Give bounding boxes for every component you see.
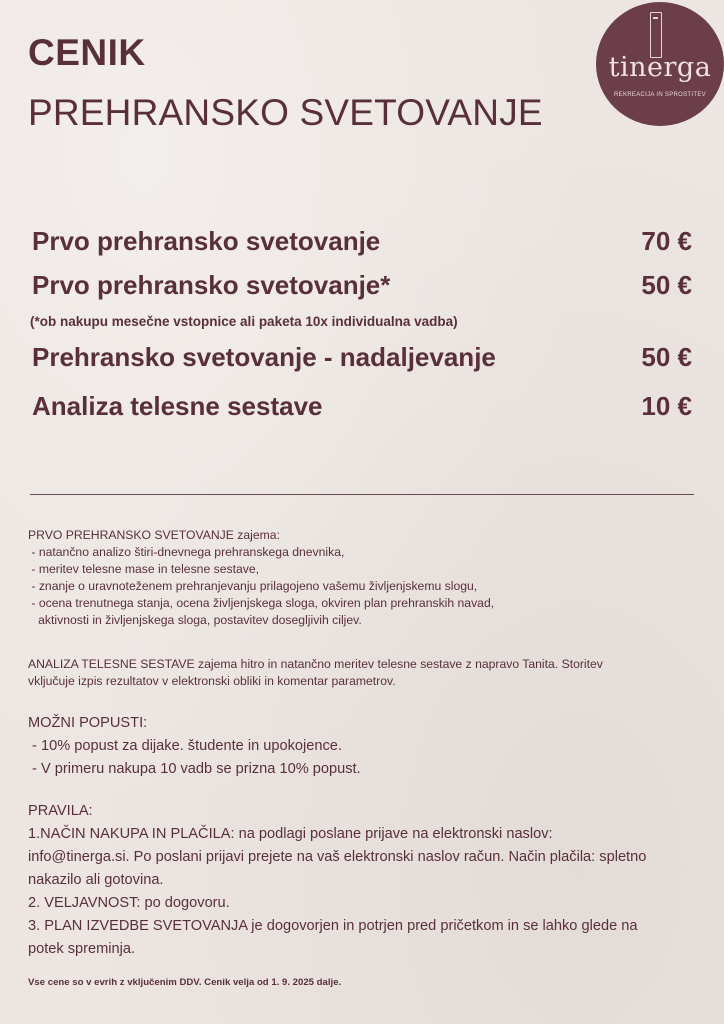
rules-line: nakazilo ali gotovina. bbox=[28, 872, 164, 888]
section-divider bbox=[30, 494, 694, 495]
rules-line: 1.NAČIN NAKUPA IN PLAČILA: na podlagi poslane prijave na elektronski naslov: bbox=[28, 826, 553, 842]
analysis-line: vključuje izpis rezultatov v elektronski obliki in komentar parametrov. bbox=[28, 674, 396, 688]
price-row-label: Prehransko svetovanje - nadaljevanje bbox=[32, 342, 496, 372]
footer-note: Vse cene so v evrih z vključenim DDV. Cenik velja od 1. 9. 2025 dalje. bbox=[28, 977, 342, 988]
logo-wordmark: tinerga bbox=[608, 52, 712, 83]
details-item: - natančno analizo štiri-dnevnega prehranskega dnevnika, bbox=[28, 545, 345, 559]
page-subtitle: PREHRANSKO SVETOVANJE bbox=[28, 92, 543, 133]
rules-line: potek spreminja. bbox=[28, 941, 136, 957]
analysis-details bbox=[28, 656, 704, 690]
tinerga-logo-icon bbox=[596, 2, 724, 126]
discount-item: - V primeru nakupa 10 vadb se prizna 10% popust. bbox=[28, 761, 361, 777]
rules-heading: PRAVILA: bbox=[28, 803, 93, 819]
price-row bbox=[32, 342, 692, 378]
price-row-label: Analiza telesne sestave bbox=[32, 391, 323, 421]
price-row-price: 10 € bbox=[641, 391, 692, 421]
details-item: - meritev telesne mase in telesne sestave, bbox=[28, 562, 259, 576]
discount-item: - 10% popust za dijake. študente in upokojence. bbox=[28, 738, 342, 754]
rules-line: 3. PLAN IZVEDBE SVETOVANJA je dogovorjen in potrjen pred pričetkom in se lahko glede na bbox=[28, 918, 638, 934]
discounts-heading: MOŽNI POPUSTI: bbox=[28, 715, 148, 731]
price-row-price: 50 € bbox=[641, 270, 692, 300]
details-item: - ocena trenutnega stanja, ocena življenjskega sloga, okviren plan prehranskih navad, bbox=[28, 596, 495, 610]
first-consultation-details bbox=[28, 527, 704, 629]
rules-line: info@tinerga.si. Po poslani prijavi prejete na vaš elektronski naslov račun. Način plačila: spletno bbox=[28, 849, 647, 865]
price-row-label: Prvo prehransko svetovanje* bbox=[32, 270, 391, 300]
price-row bbox=[32, 270, 692, 306]
price-row-price: 50 € bbox=[641, 342, 692, 372]
rules-line: 2. VELJAVNOST: po dogovoru. bbox=[28, 895, 230, 911]
discounts-section bbox=[28, 712, 704, 781]
price-row-label: Prvo prehransko svetovanje bbox=[32, 226, 381, 256]
price-row-price: 70 € bbox=[641, 226, 692, 256]
logo-tagline: REKREACIJA IN SPROSTITEV bbox=[614, 92, 706, 98]
page-title: CENIK bbox=[28, 32, 146, 73]
details-item: - znanje o uravnoteženem prehranjevanju prilagojeno vašemu življenjskemu slogu, bbox=[28, 579, 478, 593]
details-item: aktivnosti in življenjskega sloga, postavitev dosegljivih ciljev. bbox=[28, 613, 362, 627]
price-row bbox=[32, 391, 692, 427]
rules-section bbox=[28, 800, 704, 961]
price-row bbox=[32, 226, 692, 262]
analysis-line: ANALIZA TELESNE SESTAVE zajema hitro in natančno meritev telesne sestave z napravo Tanita. Storitev bbox=[28, 657, 603, 671]
price-note: (*ob nakupu mesečne vstopnice ali paketa 10x individualna vadba) bbox=[30, 314, 458, 329]
details-heading: PRVO PREHRANSKO SVETOVANJE zajema: bbox=[28, 528, 280, 542]
